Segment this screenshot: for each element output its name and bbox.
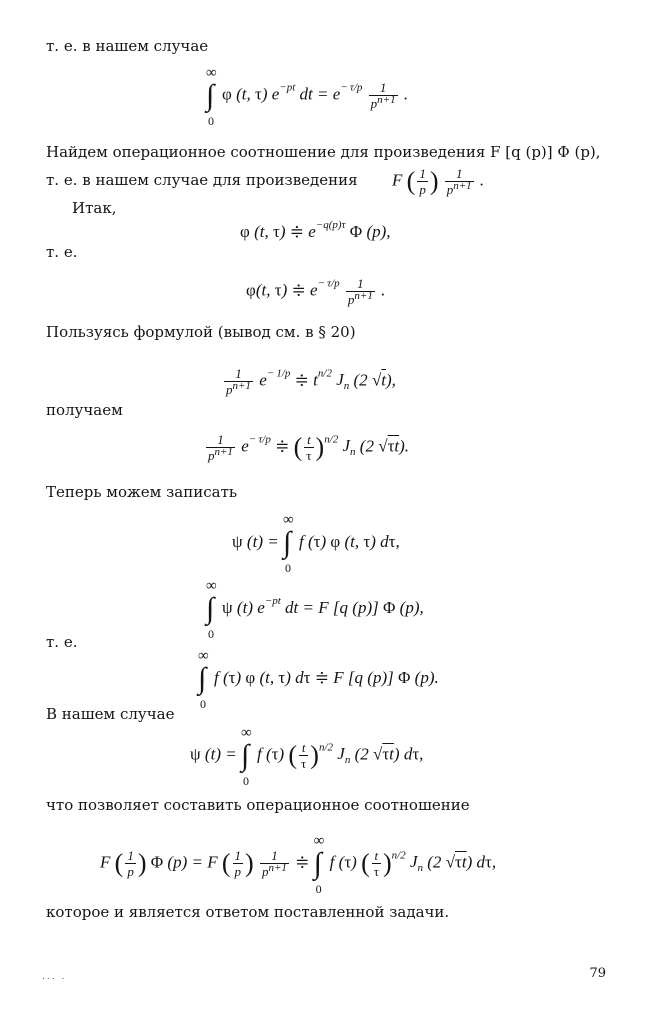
- text-line: что позволяет составить операционное соотношение: [46, 796, 470, 814]
- inline-formula: F ( $\frac{1}{p}$ ) $\frac{1}{p^{n+1}}$ .: [392, 166, 485, 197]
- text-line: Пользуясь формулой (вывод см. в § 20): [46, 323, 356, 341]
- equation-6: ψ (t) = ∞ ∫ 0 f (τ) φ (t, τ) dτ,: [232, 512, 400, 575]
- text-line: В нашем случае: [46, 705, 175, 723]
- text-line: т. е. в нашем случае: [46, 37, 209, 55]
- equation-10: F ( $\frac{1}{p}$ ) Φ (p) = F ( $\frac{1}{p}$ ) $\frac{1}{p^{n+1}}$ ≑ ∞ ∫ 0 f (τ) ( $\frac{t}{\tau}$ )$^{n/2}$ $J_n$ (2 √τt) dτ,: [100, 832, 497, 896]
- text-line: Найдем операционное соотношение для произведения F [q (p)] Φ (p),: [46, 143, 601, 161]
- text-line: Итак,: [72, 199, 117, 217]
- text-line: получаем: [46, 401, 123, 419]
- equation-5: $\frac{1}{p^{n+1}}$ $e^{- \tau/p}$ ≑ ( $\frac{t}{\tau}$ )$^{n/2}$ $J_n$ (2 √τt).: [208, 432, 410, 463]
- text-line: т. е.: [46, 633, 78, 651]
- equation-1: ∞ ∫ 0 φ (t, τ) $e^{-pt}$ dt = $e^{- \tau/p}$ $\frac{1}{p^{n+1}}$ .: [206, 64, 409, 128]
- text-line: которое и является ответом поставленной задачи.: [46, 903, 450, 921]
- equation-7: ∞ ∫ 0 ψ (t) $e^{-pt}$ dt = F [q (p)] Φ (p),: [206, 578, 424, 641]
- text-line: т. е.: [46, 243, 78, 261]
- text-line: Теперь можем записать: [46, 483, 238, 501]
- text-line: т. е. в нашем случае для произведения: [46, 171, 358, 189]
- equation-4: $\frac{1}{p^{n+1}}$ $e^{- 1/p}$ ≑ $t^{n/2}$ $J_n$ (2 √t),: [226, 366, 396, 397]
- page-number: 79: [589, 966, 606, 981]
- equation-8: ∞ ∫ 0 f (τ) φ (t, τ) dτ ≑ F [q (p)] Φ (p).: [198, 648, 439, 711]
- equation-9: ψ (t) = ∞ ∫ 0 f (τ) ( $\frac{t}{\tau}$ )$^{n/2}$ $J_n$ (2 √τt) dτ,: [190, 724, 424, 788]
- equation-3: φ(t, τ) ≑ $e^{- \tau/p}$ $\frac{1}{p^{n+1}}$ .: [246, 276, 386, 307]
- equation-2: φ (t, τ) ≑ $e^{-q(p)\tau}$ Φ (p),: [240, 219, 391, 241]
- footer-dots: ... .: [42, 972, 67, 982]
